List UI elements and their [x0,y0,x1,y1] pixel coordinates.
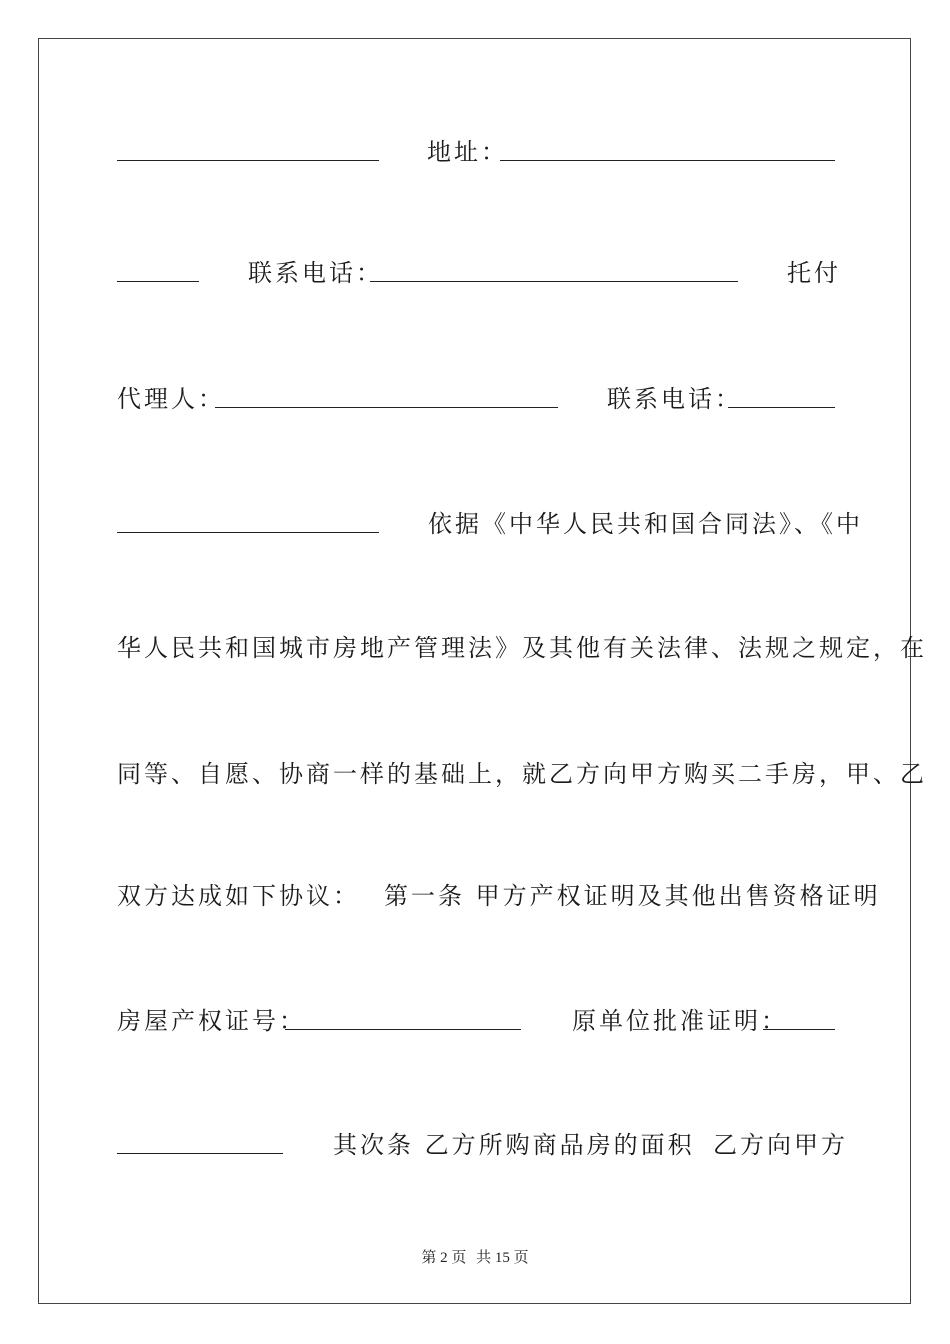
phone-label: 联系电话： [248,259,383,287]
body-line [117,876,881,916]
page-footer [0,1246,950,1267]
agent-phone-label: 联系电话： [607,385,742,413]
agent-line [117,379,835,419]
blank-field[interactable] [117,532,379,533]
basis-text: 依据《中华人民共和国合同法》、《中 [428,510,863,538]
property-cert-label: 房屋产权证号： [117,1007,306,1035]
body-line [117,628,927,668]
page-border [38,38,911,1304]
article-two-heading: 其次条 乙方所购商品房的面积 [333,1131,695,1159]
agreement-text: 双方达成如下协议： [117,882,360,910]
blank-field[interactable] [117,281,199,282]
article-two-line [117,1125,848,1165]
phone-line [117,253,841,293]
agent-phone-blank[interactable] [728,407,835,408]
approval-cert-blank[interactable] [763,1029,835,1030]
property-cert-blank[interactable] [285,1029,521,1030]
body-text: 乙方向甲方 [713,1131,848,1159]
article-one-heading: 第一条 甲方产权证明及其他出售资格证明 [384,882,881,910]
address-label: 地址： [427,138,508,166]
body-line [117,754,927,794]
entrust-text: 托付 [787,259,841,287]
agent-blank[interactable] [215,407,558,408]
certificate-line [117,1001,835,1041]
agent-label: 代理人： [117,385,225,413]
page-total: 共 15 页 [476,1250,529,1266]
phone-blank[interactable] [370,281,738,282]
address-line [117,132,835,172]
blank-field[interactable] [117,160,379,161]
page-number: 第 2 页 [421,1250,467,1266]
body-text: 同等、自愿、协商一样的基础上，就乙方向甲方购买二手房，甲、乙 [117,760,927,788]
body-text: 华人民共和国城市房地产管理法》及其他有关法律、法规之规定，在 [117,634,927,662]
basis-line [117,504,863,544]
address-blank[interactable] [500,160,835,161]
approval-cert-label: 原单位批准证明： [572,1007,788,1035]
blank-field[interactable] [117,1153,283,1154]
